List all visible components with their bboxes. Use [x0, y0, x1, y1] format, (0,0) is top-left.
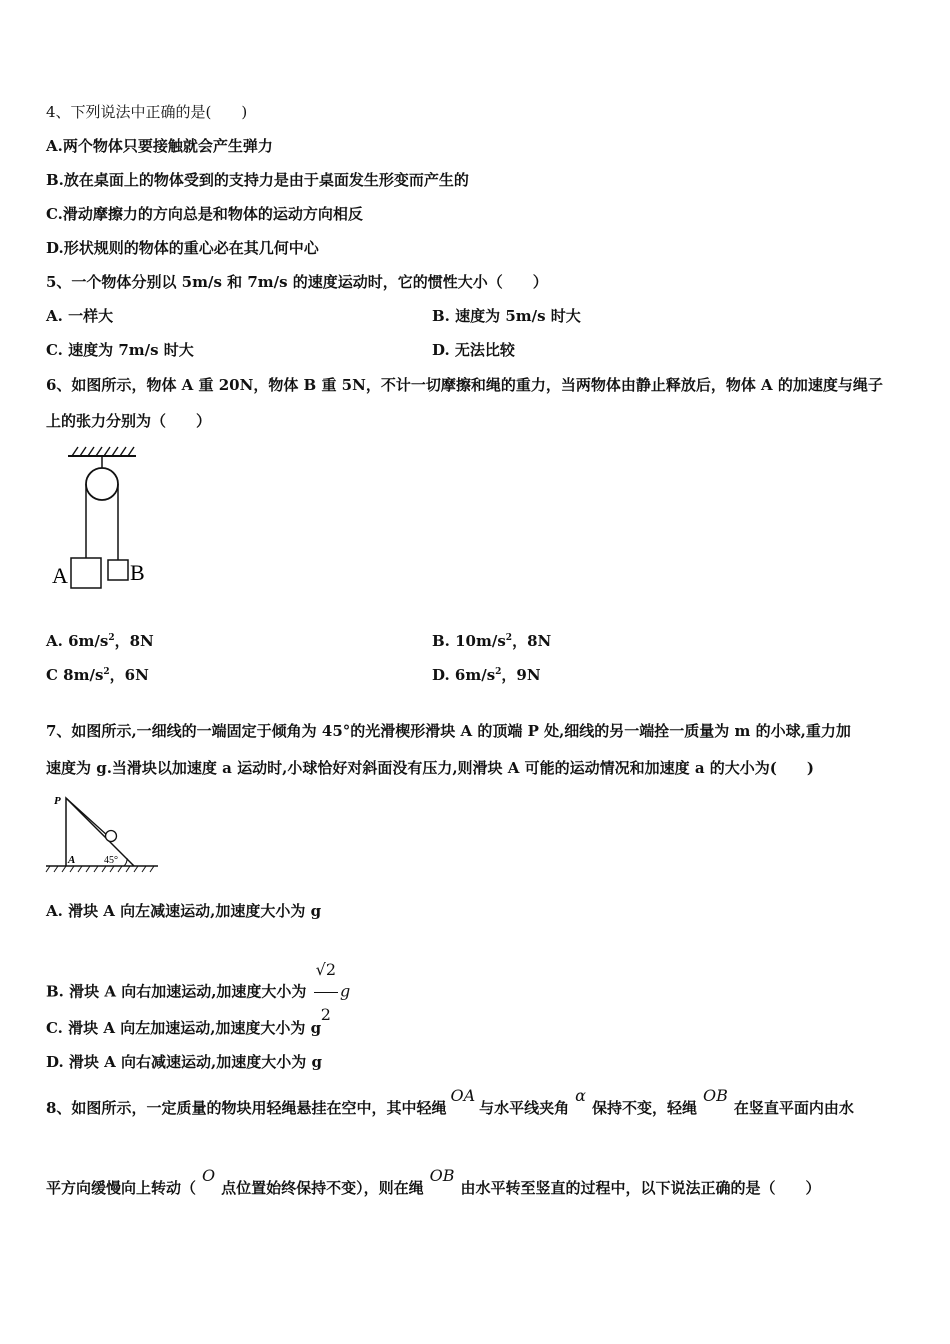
q6-option-a: A. $6m/s^2$，8N	[46, 632, 154, 650]
q8-stem-line2: 平方向缓慢向上转动（O点位置始终保持不变），则在绳OB由水平转至竖直的过程中，以下说法正确的是（ ）	[46, 1166, 821, 1197]
q7-stem-line1: 7、如图所示,一细线的一端固定于倾角为 45°的光滑楔形滑块 A 的顶端 P 处,细线的另一端拴一质量为 m 的小球,重力加	[46, 722, 851, 740]
q7-option-b: B. 滑块 A 向右加速运动,加速度大小为 $\frac{√2}{2}$ g	[46, 948, 350, 1037]
q7-option-a: A. 滑块 A 向左减速运动,加速度大小为 g	[46, 902, 322, 920]
string	[66, 798, 108, 836]
label-angle: 45°	[104, 855, 118, 866]
q4-option-b: B.放在桌面上的物体受到的支持力是由于桌面发生形变而产生的	[46, 171, 469, 189]
q7-stem-line2: 速度为 g.当滑块以加速度 a 运动时,小球恰好对斜面没有压力,则滑块 A 可能的运动情况和加速度 a 的大小为( )	[46, 759, 814, 777]
block-b	[108, 560, 128, 580]
q7-option-c: C. 滑块 A 向左加速运动,加速度大小为 g	[46, 1019, 322, 1037]
q7-option-d: D. 滑块 A 向右减速运动,加速度大小为 g	[46, 1053, 322, 1071]
q7-wedge-figure	[44, 792, 162, 876]
label-a: A	[68, 854, 76, 866]
q4-option-a: A.两个物体只要接触就会产生弹力	[46, 137, 273, 155]
q6-option-c: C $8m/s^2$，6N	[46, 666, 149, 684]
block-a	[71, 558, 101, 588]
label-a: A	[52, 563, 68, 588]
q6-stem-line1: 6、如图所示，物体 A 重 20N，物体 B 重 5N，不计一切摩擦和绳的重力，当两物体由静止释放后，物体 A 的加速度与绳子	[46, 376, 883, 394]
q6-option-b: B. $10m/s^2$，8N	[432, 632, 552, 650]
q6-pulley-figure	[46, 446, 156, 591]
q4-option-c: C.滑动摩擦力的方向总是和物体的运动方向相反	[46, 205, 363, 223]
label-b: B	[130, 560, 145, 585]
q5-option-c: C. 速度为 7m/s 时大	[46, 341, 194, 359]
q5-option-d: D. 无法比较	[432, 341, 515, 359]
q5-option-a: A. 一样大	[46, 307, 114, 325]
q5-option-b: B. 速度为 5m/s 时大	[432, 307, 581, 325]
q8-stem-line1: 8、如图所示，一定质量的物块用轻绳悬挂在空中，其中轻绳OA与水平线夹角α保持不变，轻绳OB在竖直平面内由水	[46, 1086, 854, 1117]
q4-option-d: D.形状规则的物体的重心必在其几何中心	[46, 239, 319, 257]
pulley-wheel	[86, 468, 118, 500]
ball	[106, 831, 117, 842]
q6-stem-line2: 上的张力分别为（ ）	[46, 412, 212, 430]
q4-stem: 4、下列说法中正确的是( )	[46, 103, 248, 121]
q5-stem: 5、一个物体分别以 5m/s 和 7m/s 的速度运动时，它的惯性大小（ ）	[46, 273, 548, 291]
q6-option-d: D. $6m/s^2$，9N	[432, 666, 541, 684]
wedge	[66, 798, 134, 866]
fraction-sqrt2-over-2: $\frac{√2}{2}$	[314, 948, 338, 1037]
label-p: P	[54, 795, 61, 807]
